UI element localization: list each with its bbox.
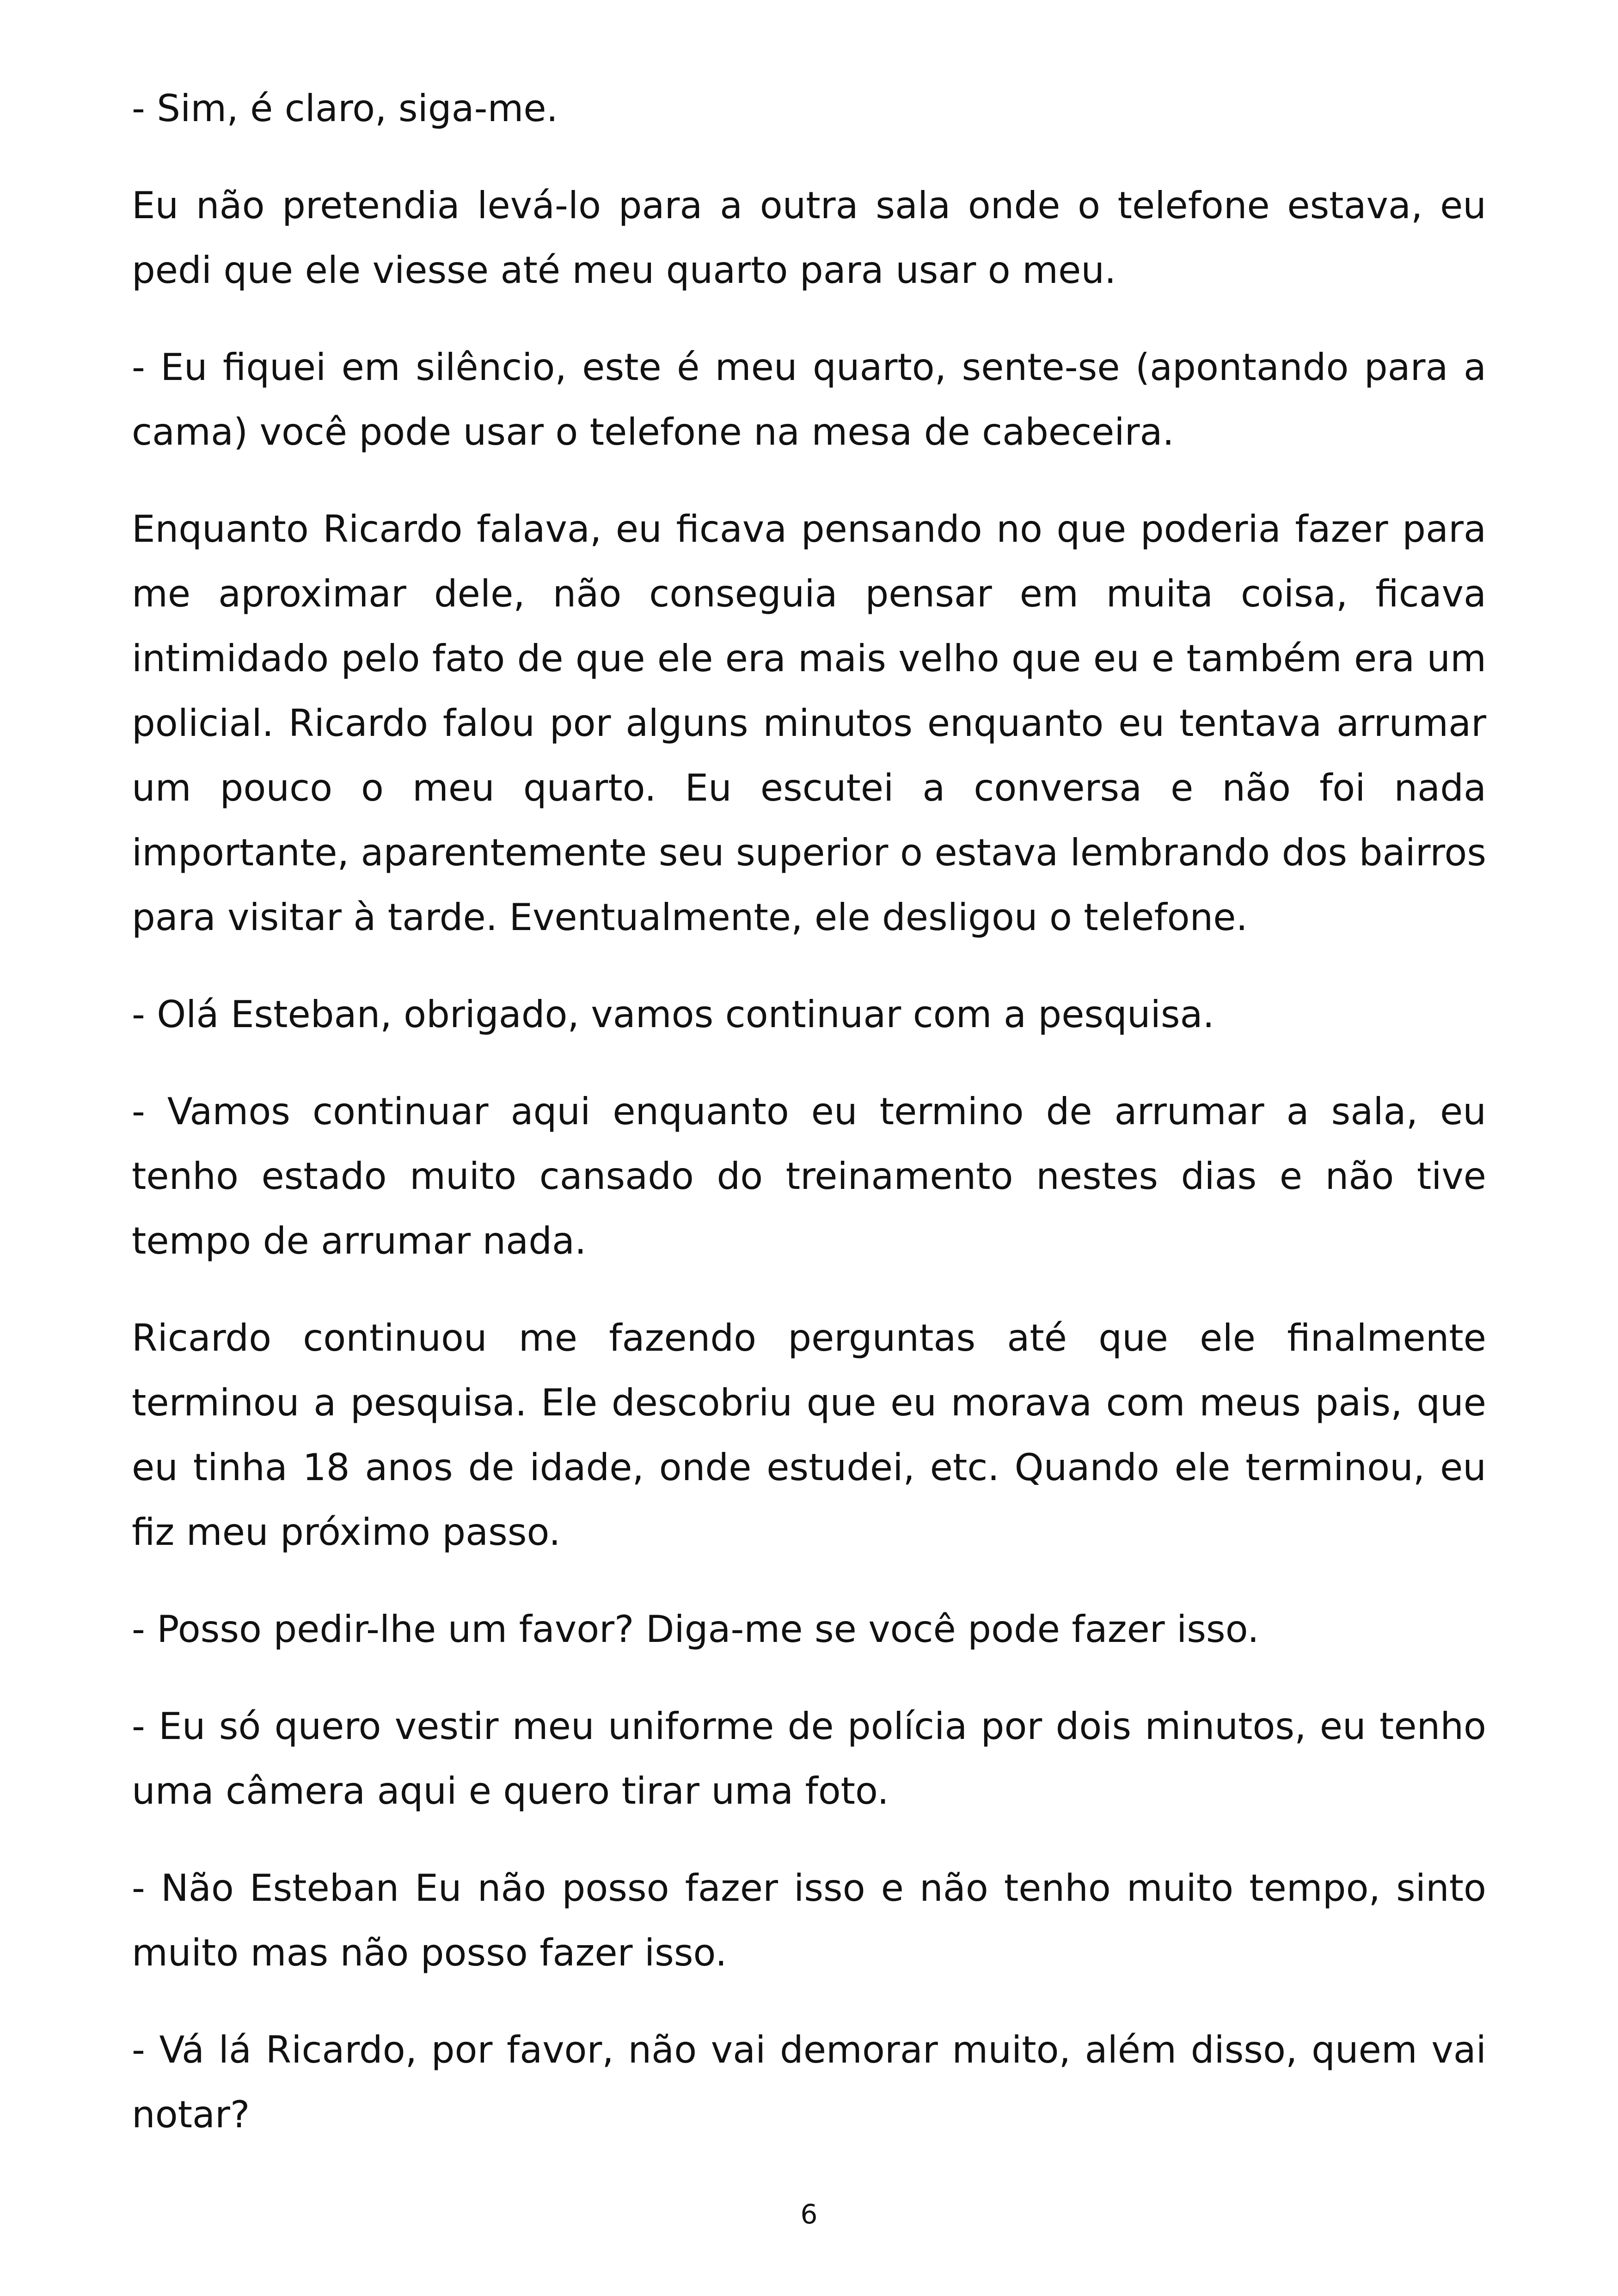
paragraph: - Eu fiquei em silêncio, este é meu quarto, sente-se (apontando para a cama) você pode usar o telefone na mesa de cabeceira. [132, 346, 1486, 453]
paragraph: - Vamos continuar aqui enquanto eu termino de arrumar a sala, eu tenho estado muito cansado do treinamento nestes dias e não tive tempo de arrumar nada. [132, 1090, 1486, 1262]
paragraph: - Olá Esteban, obrigado, vamos continuar com a pesquisa. [132, 993, 1214, 1036]
paragraph: Eu não pretendia levá-lo para a outra sala onde o telefone estava, eu pedi que ele viesse até meu quarto para usar o meu. [132, 184, 1486, 292]
paragraph: - Sim, é claro, siga-me. [132, 87, 558, 130]
body-text [132, 76, 1486, 2180]
paragraph: - Posso pedir-lhe um favor? Diga-me se você pode fazer isso. [132, 1608, 1259, 1651]
paragraph: Enquanto Ricardo falava, eu ficava pensando no que poderia fazer para me aproximar dele, não conseguia pensar em muita coisa, ficava intimidado pelo fato de que ele era mais velho que eu e também era um policial. Ricardo falou por alguns minutos enquanto eu tentava arrumar um pouco o meu quarto. Eu escutei a conversa e não foi nada importante, aparentemente seu superior o estava lembrando dos bairros para visitar à tarde. Eventualmente, ele desligou o telefone. [132, 508, 1486, 939]
paragraph: - Eu só quero vestir meu uniforme de polícia por dois minutos, eu tenho uma câmera aqui e quero tirar uma foto. [132, 1705, 1486, 1812]
paragraph: Ricardo continuou me fazendo perguntas até que ele finalmente terminou a pesquisa. Ele descobriu que eu morava com meus pais, que eu tinha 18 anos de idade, onde estudei, etc. Quando ele terminou, eu fiz meu próximo passo. [132, 1316, 1486, 1554]
paragraph: - Vá lá Ricardo, por favor, não vai demorar muito, além disso, quem vai notar? [132, 2028, 1486, 2136]
paragraph: - Não Esteban Eu não posso fazer isso e não tenho muito tempo, sinto muito mas não posso fazer isso. [132, 1867, 1486, 1974]
page-number: 6 [800, 2198, 818, 2230]
